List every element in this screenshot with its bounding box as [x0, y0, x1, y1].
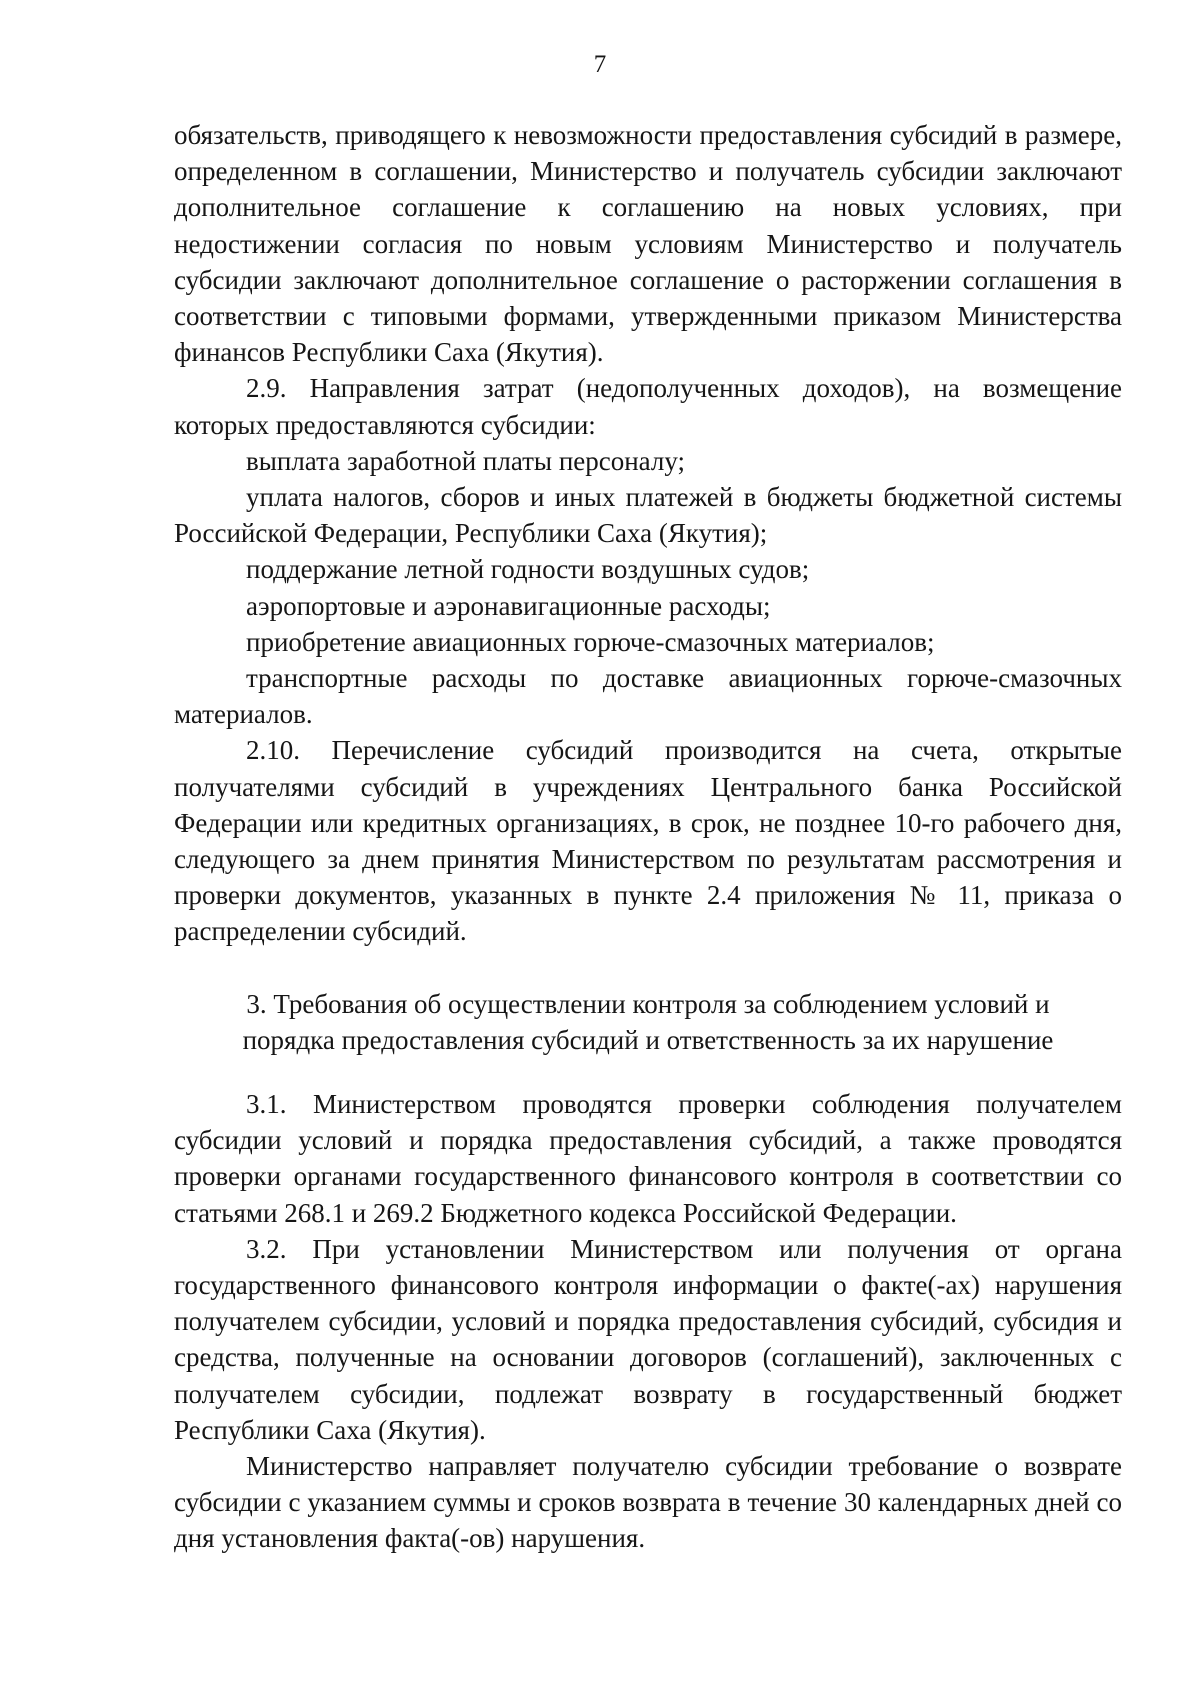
page-number: 7 — [593, 51, 607, 78]
paragraph-3-1: 3.1. Министерством проводятся проверки соблюдения получателем субсидии условий и порядка предоставления субсидий, а также проводятся проверки органами государственного финансового контроля в соответствии со статьями 268.1 и 269.2 Бюджетного кодекса Российской Федерации. — [174, 1089, 1122, 1228]
document-body-bottom — [174, 1086, 1122, 1557]
paragraph-obligations-continued: обязательств, приводящего к невозможности предоставления субсидий в размере, определенном в соглашении, Министерство и получатель субсидии заключают дополнительное соглашение к соглашению на новых условиях, при недостижении согласия по новым условиям Министерство и получатель субсидии заключают дополнительное соглашение о расторжении соглашения в соответствии с типовыми формами, утвержденными приказом Министерства финансов Республики Саха (Якутия). — [174, 120, 1122, 368]
document-body-top — [174, 117, 1122, 950]
list-item-taxes: уплата налогов, сборов и иных платежей в бюджеты бюджетной системы Российской Федерации, Республики Саха (Якутия); — [174, 482, 1122, 549]
list-item-fuel-purchase: приобретение авиационных горюче-смазочных материалов; — [246, 626, 935, 657]
section-3-heading-line-1: 3. Требования об осуществлении контроля за соблюдением условий и — [246, 989, 1050, 1019]
list-item-fuel-transport: транспортные расходы по доставке авиационных горюче-смазочных материалов. — [174, 663, 1122, 730]
list-item-airport-fees: аэропортовые и аэронавигационные расходы; — [246, 590, 771, 621]
section-3-heading-line-2: порядка предоставления субсидий и ответственность за их нарушение — [242, 1025, 1054, 1056]
section-3-heading — [174, 986, 1122, 1058]
paragraph-2-9: 2.9. Направления затрат (недополученных доходов), на возмещение которых предоставляются субсидии: — [174, 373, 1122, 440]
paragraph-2-10: 2.10. Перечисление субсидий производится на счета, открытые получателями субсидий в учреждениях Центрального банка Российской Федерации или кредитных организациях, в срок, не позднее 10-го рабочего дня, следующего за днем принятия Министерством по результатам рассмотрения и проверки документов, указанных в пункте 2.4 приложения № 11, приказа о распределении субсидий. — [174, 735, 1122, 947]
list-item-airworthiness: поддержание летной годности воздушных судов; — [246, 554, 810, 585]
list-item-salary: выплата заработной платы персоналу; — [246, 445, 686, 476]
paragraph-refund-demand: Министерство направляет получателю субсидии требование о возврате субсидии с указанием суммы и сроков возврата в течение 30 календарных дней со дня установления факта(-ов) нарушения. — [174, 1451, 1122, 1554]
paragraph-3-2: 3.2. При установлении Министерством или получения от органа государственного финансового контроля информации о факте(-ах) нарушения получателем субсидии, условий и порядка предоставления субсидий, субсидия и средства, полученные на основании договоров (соглашений), заключенных с получателем субсидии, подлежат возврату в государственный бюджет Республики Саха (Якутия). — [174, 1233, 1122, 1445]
